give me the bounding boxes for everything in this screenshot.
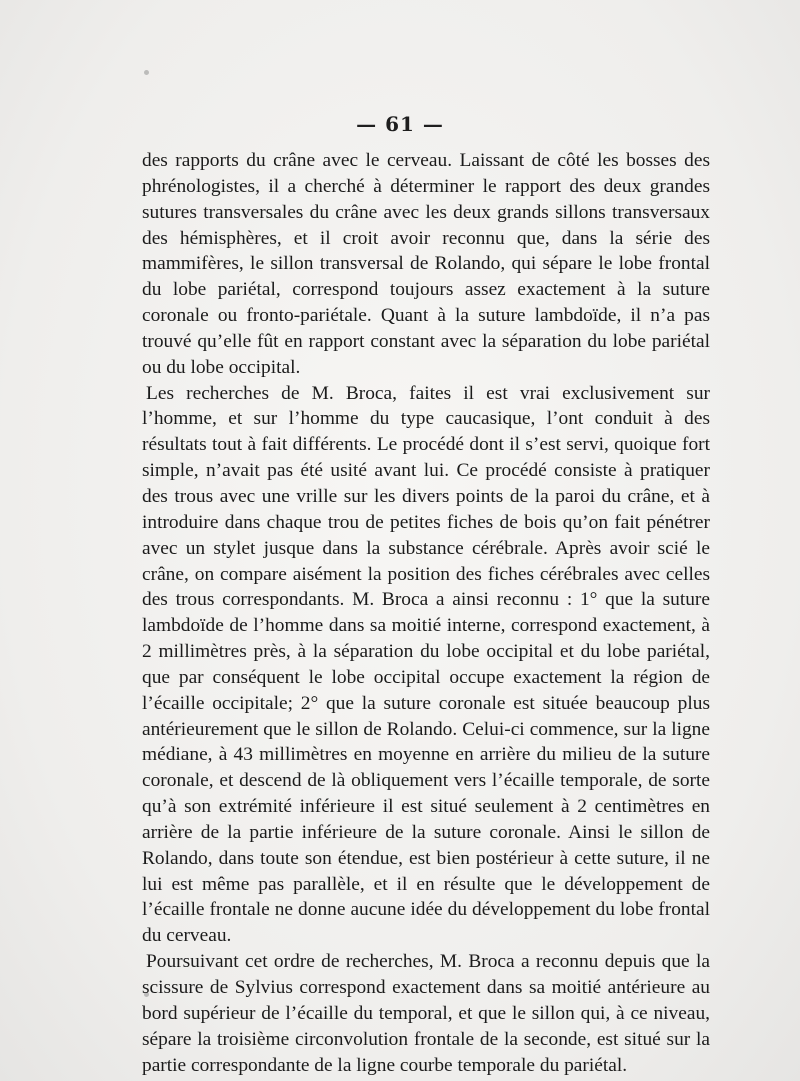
paragraph-1: des rapports du crâne avec le cerveau. Laissant de côté les bosses des phrénologistes, il a cherché à déterminer le rapport des deux grandes sutures transversales du crâne avec les deux grands sillons transversaux des hémisphères, et il croit avoir reconnu que, dans la série des mammifères, le sillon transversal de Rolando, qui sépare le lobe frontal du lobe pariétal, correspond toujours assez exactement à la suture coronale ou fronto-pariétale. Quant à la suture lambdoïde, il n’a pas trouvé qu’elle fût en rapport constant avec la séparation du lobe pariétal ou du lobe occipital. xyxy=(142,150,710,378)
paragraph-2: Les recherches de M. Broca, faites il est vrai exclusivement sur l’homme, et sur l’homme du type caucasique, l’ont conduit à des résultats tout à fait différents. Le procédé dont il s’est servi, quoique fort simple, n’avait pas été usité avant lui. Ce procédé consiste à pratiquer des trous avec une vrille sur les divers points de la paroi du crâne, et à introduire dans chaque trou de petites fiches de bois qu’on fait pénétrer avec un stylet jusque dans la substance cérébrale. Après avoir scié le crâne, on compare aisément la position des fiches cérébrales avec celles des trous correspondants. M. Broca a ainsi reconnu : 1° que la suture lambdoïde de l’homme dans sa moitié interne, correspond exactement, à 2 millimètres près, à la séparation du lobe occipital et du lobe pariétal, que par conséquent le lobe occipital occupe exactement la région de l’écaille occipitale; 2° que la suture coronale est située beaucoup plus antérieurement que le sillon de Rolando. Celui-ci commence, sur la ligne médiane, à 43 millimètres en moyenne en arrière du milieu de la suture coronale, et descend de là obliquement vers l’écaille temporale, de sorte qu’à son extrémité inférieure il est situé seulement à 2 centimètres en arrière de la partie inférieure de la suture coronale. Ainsi le sillon de Rolando, dans toute son étendue, est bien postérieur à cette suture, il ne lui est même pas parallèle, et il en résulte que le développement de l’écaille frontale ne donne aucune idée du développement du lobe frontal du cerveau. xyxy=(142,382,710,947)
paper-speck xyxy=(144,70,149,75)
body-text xyxy=(142,148,710,1078)
paragraph-3: Poursuivant cet ordre de recherches, M. Broca a reconnu depuis que la scissure de Sylvius correspond exactement dans sa moitié antérieure au bord supérieur de l’écaille du temporal, et que le sillon qui, à ce niveau, sépare la troisième circonvolution frontale de la seconde, est situé sur la partie correspondante de la ligne courbe temporale du pariétal. xyxy=(142,951,710,1076)
page-number: — 61 — xyxy=(356,112,444,136)
